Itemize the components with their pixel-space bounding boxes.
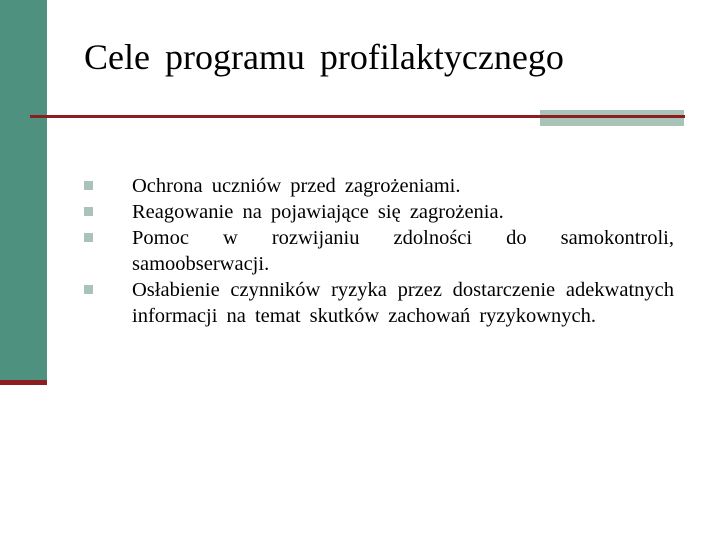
bullet-item-1 — [84, 173, 674, 199]
bullet-text: Pomoc w rozwijaniu zdolności do samokontroli, samoobserwacji. — [132, 227, 674, 275]
bullet-list — [84, 173, 674, 329]
square-bullet-icon — [84, 207, 93, 216]
bullet-item-4 — [84, 277, 674, 329]
bullet-item-2 — [84, 199, 674, 225]
title-rule — [30, 115, 685, 118]
title-rule-highlight — [540, 110, 684, 126]
bullet-text: Osłabienie czynników ryzyka przez dostarczenie adekwatnych informacji na temat skutków zachowań ryzykownych. — [132, 279, 674, 327]
bullet-text: Reagowanie na pojawiające się zagrożenia. — [132, 201, 504, 223]
bullet-item-3 — [84, 225, 674, 277]
side-accent-bar — [0, 0, 47, 380]
square-bullet-icon — [84, 181, 93, 190]
slide-title: Cele programu profilaktycznego — [84, 37, 564, 77]
side-accent-bar-edge — [0, 380, 47, 385]
square-bullet-icon — [84, 233, 93, 242]
square-bullet-icon — [84, 285, 93, 294]
bullet-text: Ochrona uczniów przed zagrożeniami. — [132, 175, 461, 197]
